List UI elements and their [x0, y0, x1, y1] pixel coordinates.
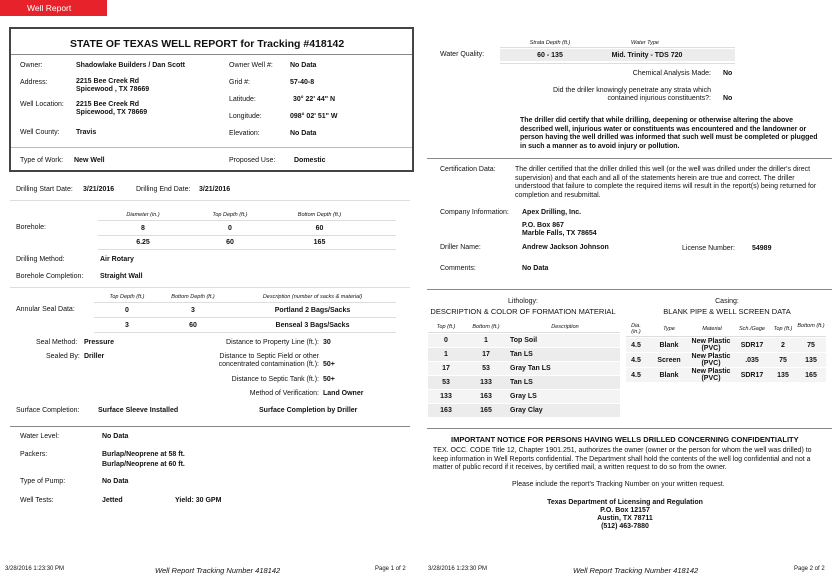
table-cell: 6.25 [136, 239, 150, 246]
table-cell: New Plastic (PVC) [691, 353, 731, 367]
well-location-line1: 2215 Bee Creek Rd [76, 101, 140, 108]
table-cell: 60 [226, 239, 234, 246]
notice-title: IMPORTANT NOTICE FOR PERSONS HAVING WELLS DRILLED CONCERNING CONFIDENTIALITY [451, 435, 799, 444]
table-cell: Screen [657, 357, 681, 364]
table-rule [626, 336, 826, 337]
table-cell: Benseal 3 Bags/Sacks [275, 322, 350, 329]
table-cell: Gray Clay [510, 407, 543, 414]
seal-method-value: Pressure [84, 339, 114, 346]
drilling-start-value: 3/21/2016 [83, 186, 115, 193]
table-cell: 165 [805, 372, 817, 379]
tracking-footer: Well Report Tracking Number 418142 [155, 566, 281, 575]
latitude-value: 30° 22' 44" N [293, 96, 336, 103]
water-level-value: No Data [102, 433, 129, 440]
table-rule [98, 220, 396, 221]
lithology-header: Description [551, 324, 579, 330]
company-address-1: P.O. Box 867 [522, 222, 564, 229]
borehole-completion-label: Borehole Completion: [16, 273, 84, 280]
page-number: Page 2 of 2 [794, 566, 825, 572]
penetrate-value: No [723, 95, 733, 102]
verification-label: Method of Verification: [249, 390, 319, 397]
table-cell: 4.5 [631, 357, 641, 364]
county-value: Travis [76, 129, 97, 136]
elevation-label: Elevation: [229, 130, 260, 137]
well-location-line2: Spicewood, TX 78669 [76, 109, 148, 116]
address-line1: 2215 Bee Creek Rd [76, 78, 140, 85]
table-rule [500, 47, 735, 48]
county-label: Well County: [20, 129, 60, 136]
table-cell: Blank [659, 372, 679, 379]
well-report-tab[interactable]: Well Report [0, 0, 107, 16]
type-of-work-value: New Well [74, 157, 105, 164]
driller-label: Driller Name: [440, 244, 481, 251]
driller-name: Andrew Jackson Johnson [522, 244, 609, 251]
chemical-analysis-value: No [723, 70, 733, 77]
table-cell: Tan LS [510, 379, 533, 386]
table-cell: 135 [777, 372, 789, 379]
table-cell: Tan LS [510, 351, 533, 358]
page-title: STATE OF TEXAS WELL REPORT for Tracking #418142 [70, 38, 345, 50]
table-cell: 165 [313, 239, 326, 246]
table-cell: 3 [125, 322, 129, 329]
verification-value: Land Owner [323, 390, 364, 397]
borehole-header: Diameter (in.) [126, 212, 160, 218]
packer-1: Burlap/Neoprene at 58 ft. [102, 451, 185, 458]
pump-value: No Data [102, 478, 129, 485]
comments-label: Comments: [440, 265, 476, 272]
annular-seal-label: Annular Seal Data: [16, 306, 75, 313]
elevation-value: No Data [290, 130, 317, 137]
divider [11, 54, 412, 55]
dept-box: P.O. Box 12157 [600, 507, 650, 514]
casing-header: Material [702, 326, 722, 332]
divider [10, 287, 410, 288]
table-cell: 17 [482, 351, 490, 358]
strata-value: 60 - 135 [537, 52, 563, 59]
table-cell: 0 [228, 225, 232, 232]
owner-label: Owner: [20, 62, 43, 69]
table-cell: 4.5 [631, 372, 641, 379]
annular-header: Top Depth (ft.) [109, 294, 145, 300]
divider [10, 200, 410, 201]
table-cell: 2 [781, 342, 785, 349]
surface-completion-label: Surface Completion: [16, 407, 80, 414]
casing-title: Casing: [715, 298, 739, 305]
divider [427, 428, 832, 429]
company-label: Company Information: [440, 209, 509, 216]
table-cell: 3 [191, 307, 195, 314]
table-cell: 53 [482, 365, 490, 372]
address-label: Address: [20, 79, 48, 86]
table-cell: 133 [480, 379, 492, 386]
comments-value: No Data [522, 265, 549, 272]
lithology-header: Bottom (ft.) [472, 324, 500, 330]
injurious-certify-text: The driller did certify that while drilling, deepening or otherwise altering the above described well, injurious water or constituents was encountered and the landowner or person having the well drilled was informed that such well must be completed or plugged in such a manner as to avoid injury or pollution. [520, 117, 818, 150]
divider [10, 426, 410, 427]
owner-well-value: No Data [290, 62, 317, 69]
table-cell: 135 [805, 357, 817, 364]
casing-header: Bottom (ft.) [797, 323, 825, 329]
owner-value: Shadowlake Builders / Dan Scott [76, 62, 185, 69]
dist-septic-field-value: 50+ [323, 361, 335, 368]
table-rule [98, 249, 396, 250]
annular-header: Description (number of sacks & material) [262, 294, 363, 300]
borehole-label: Borehole: [16, 224, 46, 231]
table-cell: 53 [442, 379, 450, 386]
timestamp: 3/28/2016 1:23:30 PM [5, 566, 65, 572]
longitude-value: 098° 02' 51" W [290, 113, 338, 120]
dept-name: Texas Department of Licensing and Regulation [547, 499, 703, 506]
strata-header: Strata Depth (ft.) [529, 40, 571, 46]
table-rule [94, 317, 396, 318]
license-value: 54989 [752, 245, 772, 252]
address-line2: Spicewood , TX 78669 [76, 86, 150, 93]
casing-subtitle: BLANK PIPE & WELL SCREEN DATA [663, 307, 791, 316]
timestamp: 3/28/2016 1:23:30 PM [428, 566, 488, 572]
casing-header: Top (ft.) [773, 326, 793, 332]
table-cell: 17 [442, 365, 450, 372]
table-cell: SDR17 [740, 342, 764, 349]
table-cell: 60 [315, 225, 324, 232]
penetrate-label-2: contained injurious constituents?: [607, 95, 711, 102]
company-address-2: Marble Falls, TX 78654 [522, 230, 597, 237]
table-cell: 165 [480, 407, 492, 414]
table-cell: 0 [444, 337, 448, 344]
casing-header: Type [663, 326, 675, 332]
sealed-by-value: Driller [84, 353, 105, 360]
notice-text: TEX. OCC. CODE Title 12, Chapter 1901.251, authorizes the owner (owner or the person for whom the well was drilled) to keep information in Well Reports confidential. The Department shall hold the contents of the well log confidential and not a matter of public record if it receives, by certified mail, a written request to do so from the owner. [433, 447, 812, 472]
company-name: Apex Drilling, Inc. [522, 209, 582, 216]
lithology-header: Top (ft.) [436, 324, 456, 330]
grid-label: Grid #: [229, 79, 251, 86]
dist-septic-tank-value: 50+ [323, 376, 335, 383]
borehole-header: Top Depth (ft.) [212, 212, 248, 218]
type-of-work-label: Type of Work: [20, 157, 64, 164]
lithology-subtitle: DESCRIPTION & COLOR OF FORMATION MATERIAL [430, 307, 616, 316]
table-rule [98, 235, 396, 236]
table-cell: Portland 2 Bags/Sacks [274, 307, 351, 314]
drilling-method-label: Drilling Method: [16, 256, 65, 263]
surface-completion-value: Surface Sleeve Installed [98, 407, 179, 414]
seal-method-label: Seal Method: [36, 339, 78, 346]
drilling-end-label: Drilling End Date: [136, 186, 191, 193]
borehole-header: Bottom Depth (ft.) [297, 212, 342, 218]
proposed-use-value: Domestic [294, 157, 326, 164]
owner-well-label: Owner Well #: [229, 62, 273, 69]
surface-completion-by: Surface Completion by Driller [259, 407, 358, 414]
table-cell: 163 [440, 407, 452, 414]
table-cell: 133 [440, 393, 452, 400]
page-number: Page 1 of 2 [375, 566, 406, 572]
casing-header: Dia. (in.) [631, 323, 641, 335]
latitude-label: Latitude: [229, 96, 256, 103]
table-cell: 1 [444, 351, 448, 358]
water-type-header: Water Type [631, 40, 659, 46]
sealed-by-label: Sealed By: [46, 353, 80, 360]
table-cell: Gray Tan LS [510, 365, 551, 372]
drilling-method-value: Air Rotary [100, 256, 134, 263]
table-rule [94, 302, 396, 303]
casing-header: Sch./Gage [739, 326, 765, 332]
water-type-value: Mid. Trinity - TDS 720 [611, 52, 683, 59]
packers-label: Packers: [20, 451, 48, 458]
packer-2: Burlap/Neoprene at 60 ft. [102, 461, 185, 468]
well-location-label: Well Location: [20, 101, 64, 108]
drilling-start-label: Drilling Start Date: [16, 186, 73, 193]
table-cell: Blank [659, 342, 679, 349]
longitude-label: Longitude: [229, 113, 262, 120]
proposed-use-label: Proposed Use: [229, 157, 276, 164]
grid-value: 57-40-8 [290, 79, 315, 86]
divider [427, 289, 832, 290]
table-cell: 8 [141, 225, 145, 232]
certification-label: Certification Data: [440, 166, 496, 173]
table-cell: Gray LS [510, 393, 537, 400]
tracking-footer: Well Report Tracking Number 418142 [573, 566, 699, 575]
dept-phone: (512) 463-7880 [601, 523, 649, 530]
table-cell: New Plastic (PVC) [691, 368, 731, 382]
water-quality-label: Water Quality: [440, 51, 485, 58]
table-cell: 60 [189, 322, 197, 329]
table-cell: 0 [125, 307, 129, 314]
table-cell: Top Soil [510, 337, 538, 344]
dist-septic-field-label-1: Distance to Septic Field or other [219, 353, 319, 360]
penetrate-label-1: Did the driller knowingly penetrate any strata which [553, 87, 711, 94]
table-cell: 75 [779, 357, 787, 364]
dist-septic-tank-label: Distance to Septic Tank (ft.): [231, 376, 319, 383]
divider [427, 158, 832, 159]
table-rule [500, 63, 735, 64]
table-cell: New Plastic (PVC) [691, 338, 731, 352]
certification-text: The driller certified that the driller drilled this well (or the well was drilled under the driller's direct supervision) and that each and all of the statements herein are true and correct. The driller understood that failure to complete the required items will result in the report(s) being returned for completion and resubmittal. [515, 166, 817, 199]
table-cell: .035 [745, 357, 759, 364]
dist-property-value: 30 [323, 339, 331, 346]
table-cell: 163 [480, 393, 492, 400]
table-rule [428, 332, 620, 333]
lithology-title: Lithology: [508, 298, 538, 305]
table-cell: 4.5 [631, 342, 641, 349]
dist-septic-field-label-2: concentrated contamination (ft.): [218, 361, 319, 368]
table-cell: 75 [807, 342, 815, 349]
dist-property-label: Distance to Property Line (ft.): [226, 339, 319, 346]
well-tests-label: Well Tests: [20, 497, 54, 504]
license-label: License Number: [682, 245, 735, 252]
notice-include: Please include the report's Tracking Number on your written request. [512, 481, 725, 488]
pump-label: Type of Pump: [20, 478, 66, 485]
divider [11, 147, 412, 148]
annular-header: Bottom Depth (ft.) [171, 294, 215, 300]
table-cell: 1 [484, 337, 488, 344]
borehole-completion-value: Straight Wall [100, 273, 143, 280]
chemical-analysis-label: Chemical Analysis Made: [632, 70, 711, 77]
dept-city: Austin, TX 78711 [597, 515, 653, 522]
yield-value: Yield: 30 GPM [175, 497, 222, 504]
water-level-label: Water Level: [20, 433, 60, 440]
table-cell: SDR17 [740, 372, 764, 379]
drilling-end-value: 3/21/2016 [199, 186, 231, 193]
table-rule [94, 332, 396, 333]
well-tests-value: Jetted [102, 497, 123, 504]
